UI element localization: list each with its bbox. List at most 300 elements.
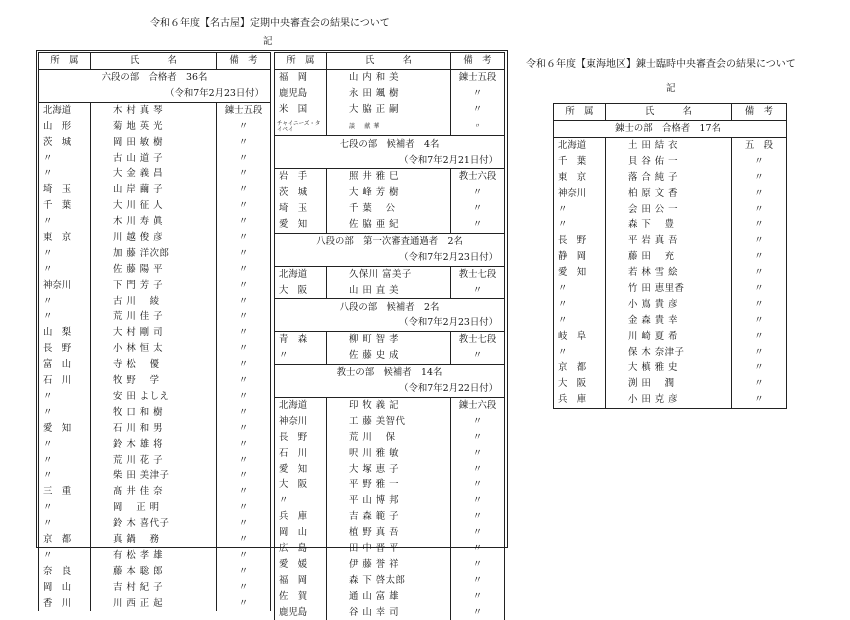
row-note: 〃 [217, 262, 271, 278]
row-affiliation: 〃 [554, 344, 606, 360]
row-name: 牧 口 和 樹 [91, 405, 217, 421]
section-date: （令和7年2月23日付） [39, 86, 271, 102]
row-note: 〃 [732, 201, 787, 217]
row-affiliation: 北海道 [275, 266, 327, 282]
row-affiliation: 埼 玉 [39, 182, 91, 198]
row-name: 永 田 颯 樹 [327, 86, 451, 102]
row-affiliation: 山 梨 [39, 325, 91, 341]
row-note: 〃 [217, 357, 271, 373]
row-note: 〃 [217, 182, 271, 198]
table-row [554, 154, 787, 170]
row-name: 佐 藤 陽 平 [91, 262, 217, 278]
row-name: 大 峰 芳 樹 [327, 185, 451, 201]
row-affiliation: 京 都 [554, 360, 606, 376]
row-note: 〃 [732, 154, 787, 170]
row-affiliation: 大 阪 [554, 376, 606, 392]
row-note: 〃 [451, 557, 505, 573]
section-title: 八段の部 候補者 2名 [275, 299, 505, 315]
row-affiliation: 長 野 [554, 233, 606, 249]
row-affiliation: 鹿児島 [275, 86, 327, 102]
row-note: 〃 [451, 102, 505, 118]
row-affiliation: 〃 [39, 516, 91, 532]
row-name: 牧 野 学 [91, 373, 217, 389]
row-affiliation: 奈 良 [39, 564, 91, 580]
table-row [39, 516, 271, 532]
row-note: 五 段 [732, 137, 787, 153]
row-note: 〃 [217, 452, 271, 468]
header-note: 備 考 [217, 53, 271, 70]
table-row [554, 344, 787, 360]
table-row [39, 468, 271, 484]
row-affiliation: 大 阪 [275, 477, 327, 493]
header-affiliation: 所 属 [554, 104, 606, 121]
row-name: 佐 藤 史 成 [327, 348, 451, 364]
row-name: 川 西 正 起 [91, 595, 217, 611]
row-name: 平 岩 真 吾 [606, 233, 732, 249]
table-row [39, 500, 271, 516]
row-note: 錬士五段 [217, 102, 271, 118]
table-row [275, 201, 505, 217]
table-row [554, 265, 787, 281]
table-row [39, 436, 271, 452]
row-note: 〃 [451, 217, 505, 233]
row-affiliation: 北海道 [275, 397, 327, 413]
row-name: 植 野 真 吾 [327, 525, 451, 541]
row-affiliation: 〃 [554, 217, 606, 233]
row-note: 〃 [732, 313, 787, 329]
tokai-ki: 記 [666, 83, 676, 94]
table-row [39, 150, 271, 166]
row-note: 〃 [451, 573, 505, 589]
row-affiliation: 〃 [275, 493, 327, 509]
row-name: 鈴 木 喜代子 [91, 516, 217, 532]
row-name: 千 葉 公 [327, 201, 451, 217]
row-note: 〃 [451, 588, 505, 604]
row-note: 〃 [451, 477, 505, 493]
row-note: 〃 [217, 119, 271, 135]
row-note: 〃 [217, 548, 271, 564]
row-name: 髙 井 佳 奈 [91, 484, 217, 500]
row-note: 〃 [732, 265, 787, 281]
row-name: 下 門 芳 子 [91, 277, 217, 293]
table-row [275, 604, 505, 620]
row-name: 古 川 綾 [91, 293, 217, 309]
row-name: 談 献 華 [327, 118, 451, 136]
row-name: 山 岸 繭 子 [91, 182, 217, 198]
row-name: 久保川 富美子 [327, 266, 451, 282]
table-row [275, 461, 505, 477]
row-note: 〃 [732, 297, 787, 313]
row-note: 〃 [217, 420, 271, 436]
table-row [39, 420, 271, 436]
table-row [39, 246, 271, 262]
row-note: 〃 [732, 281, 787, 297]
table-row [39, 277, 271, 293]
row-name: 荒 川 保 [327, 429, 451, 445]
table-row [554, 185, 787, 201]
row-name: 平 野 雅 一 [327, 477, 451, 493]
row-note: 〃 [217, 500, 271, 516]
row-note: 〃 [217, 436, 271, 452]
row-name: 荒 川 佳 子 [91, 309, 217, 325]
row-name: 工 藤 美智代 [327, 414, 451, 430]
row-affiliation: 〃 [39, 548, 91, 564]
row-note: 〃 [217, 325, 271, 341]
table-row [39, 548, 271, 564]
table-row [554, 249, 787, 265]
table-row [554, 201, 787, 217]
row-affiliation: 石 川 [39, 373, 91, 389]
table-row [275, 509, 505, 525]
table-row [39, 357, 271, 373]
row-name: 菊 地 英 光 [91, 119, 217, 135]
row-affiliation: 〃 [39, 309, 91, 325]
row-note: 〃 [732, 249, 787, 265]
table-row [554, 313, 787, 329]
row-note: 〃 [217, 516, 271, 532]
row-affiliation: 兵 庫 [554, 392, 606, 408]
row-note: 〃 [451, 348, 505, 364]
row-name: 森 下 啓太郎 [327, 573, 451, 589]
row-affiliation: 北海道 [554, 137, 606, 153]
row-note: 〃 [217, 230, 271, 246]
row-name: 照 井 雅 巳 [327, 169, 451, 185]
row-affiliation: 兵 庫 [275, 509, 327, 525]
row-name: 呎 川 雅 敏 [327, 445, 451, 461]
row-name: 有 松 孝 雄 [91, 548, 217, 564]
table-row [39, 595, 271, 611]
row-affiliation: 長 野 [39, 341, 91, 357]
row-affiliation: 愛 知 [554, 265, 606, 281]
table-row [39, 102, 271, 118]
row-affiliation: 〃 [39, 452, 91, 468]
row-affiliation: 〃 [39, 436, 91, 452]
row-name: 鈴 木 雄 将 [91, 436, 217, 452]
row-affiliation: 神奈川 [275, 414, 327, 430]
row-note: 〃 [451, 461, 505, 477]
row-note: 〃 [732, 344, 787, 360]
row-affiliation: 岡 山 [39, 579, 91, 595]
row-note: 〃 [217, 579, 271, 595]
table-row [39, 134, 271, 150]
row-note: 〃 [217, 214, 271, 230]
row-name: 吉 森 範 子 [327, 509, 451, 525]
row-note: 〃 [451, 604, 505, 620]
section-date: （令和7年2月23日付） [275, 315, 505, 331]
row-name: 小 林 恒 太 [91, 341, 217, 357]
row-name: 渕 田 潤 [606, 376, 732, 392]
row-name: 安 田 よしえ [91, 389, 217, 405]
row-name: 大 金 義 昌 [91, 166, 217, 182]
row-name: 平 山 博 邦 [327, 493, 451, 509]
table-row [554, 328, 787, 344]
row-affiliation: 岡 山 [275, 525, 327, 541]
row-affiliation: 〃 [39, 468, 91, 484]
row-name: 大 塚 恵 子 [327, 461, 451, 477]
row-affiliation: チャイニーズ・タイペイ [275, 118, 327, 136]
table-row [275, 266, 505, 282]
row-name: 若 林 雪 絵 [606, 265, 732, 281]
row-note: 錬士六段 [451, 397, 505, 413]
row-note: 〃 [217, 595, 271, 611]
table-row [39, 564, 271, 580]
row-affiliation: 〃 [39, 150, 91, 166]
row-affiliation: 〃 [39, 293, 91, 309]
row-note: 〃 [217, 373, 271, 389]
table-row [554, 392, 787, 408]
header-name: 氏 名 [606, 104, 732, 121]
table-row [275, 414, 505, 430]
row-name: 藤 本 聡 郎 [91, 564, 217, 580]
table-row [554, 297, 787, 313]
row-name: 柴 田 美津子 [91, 468, 217, 484]
row-note: 〃 [451, 185, 505, 201]
table-row [554, 137, 787, 153]
row-affiliation: 〃 [39, 500, 91, 516]
table-row [39, 405, 271, 421]
header-name: 氏 名 [327, 53, 451, 70]
table-row [554, 376, 787, 392]
table-row [39, 230, 271, 246]
row-note: 〃 [217, 564, 271, 580]
table-row [275, 445, 505, 461]
table-row [39, 579, 271, 595]
row-note: 〃 [451, 493, 505, 509]
section-title: 錬士の部 合格者 17名 [554, 120, 787, 137]
row-affiliation: 京 都 [39, 532, 91, 548]
row-name: 柏 原 文 香 [606, 185, 732, 201]
row-name: 加 藤 洋次郎 [91, 246, 217, 262]
row-note: 〃 [732, 376, 787, 392]
row-note: 〃 [732, 233, 787, 249]
row-affiliation: 愛 知 [39, 420, 91, 436]
table-row [275, 541, 505, 557]
row-affiliation: 鹿児島 [275, 604, 327, 620]
row-name: 落 合 純 子 [606, 170, 732, 186]
table-row [275, 118, 505, 136]
table-row [275, 557, 505, 573]
table-row [39, 341, 271, 357]
row-affiliation: 福 岡 [275, 573, 327, 589]
table-row [275, 169, 505, 185]
section-date: （令和7年2月21日付） [275, 152, 505, 168]
row-name: 荒 川 花 子 [91, 452, 217, 468]
row-note: 〃 [732, 217, 787, 233]
row-name: 谷 山 幸 司 [327, 604, 451, 620]
row-affiliation: 愛 知 [275, 461, 327, 477]
row-note: 教士六段 [451, 169, 505, 185]
row-name: 石 川 和 男 [91, 420, 217, 436]
row-note: 〃 [451, 86, 505, 102]
table-row [275, 69, 505, 85]
row-note: 〃 [451, 118, 505, 136]
row-affiliation: 〃 [554, 313, 606, 329]
table-row [39, 182, 271, 198]
row-affiliation: 千 葉 [554, 154, 606, 170]
row-name: 通 山 富 雄 [327, 588, 451, 604]
row-name: 真 鍋 務 [91, 532, 217, 548]
row-affiliation: 岩 手 [275, 169, 327, 185]
row-name: 大 村 剛 司 [91, 325, 217, 341]
row-affiliation: 神奈川 [39, 277, 91, 293]
row-name: 藤 田 充 [606, 249, 732, 265]
row-affiliation: 〃 [39, 262, 91, 278]
table-row [275, 397, 505, 413]
tokai-table [553, 103, 787, 409]
row-name: 木 村 真 琴 [91, 102, 217, 118]
row-note: 〃 [217, 246, 271, 262]
row-affiliation: 山 形 [39, 119, 91, 135]
table-row [554, 233, 787, 249]
row-affiliation: 富 山 [39, 357, 91, 373]
row-affiliation: 〃 [554, 297, 606, 313]
row-name: 木 川 寿 眞 [91, 214, 217, 230]
table-row [275, 86, 505, 102]
table-row [554, 170, 787, 186]
row-name: 小 嶌 貴 彦 [606, 297, 732, 313]
row-name: 柳 町 智 孝 [327, 332, 451, 348]
table-row [275, 525, 505, 541]
row-affiliation: 香 川 [39, 595, 91, 611]
header-note: 備 考 [451, 53, 505, 70]
header-name: 氏 名 [91, 53, 217, 70]
section-title: 八段の部 第一次審査通過者 2名 [275, 233, 505, 249]
row-affiliation: 〃 [275, 348, 327, 364]
table-row [275, 493, 505, 509]
row-name: 竹 田 恵里香 [606, 281, 732, 297]
row-note: 〃 [451, 414, 505, 430]
header-note: 備 考 [732, 104, 787, 121]
row-name: 金 森 貴 幸 [606, 313, 732, 329]
row-affiliation: 埼 玉 [275, 201, 327, 217]
table-row [275, 217, 505, 233]
row-note: 〃 [451, 429, 505, 445]
table-row [275, 282, 505, 298]
row-note: 錬士五段 [451, 69, 505, 85]
row-affiliation: 東 京 [554, 170, 606, 186]
table-row [554, 360, 787, 376]
row-note: 〃 [217, 293, 271, 309]
row-name: 大 脇 正 嗣 [327, 102, 451, 118]
row-affiliation: 〃 [39, 389, 91, 405]
row-affiliation: 佐 賀 [275, 588, 327, 604]
row-affiliation: 神奈川 [554, 185, 606, 201]
row-name: 印 牧 義 記 [327, 397, 451, 413]
row-affiliation: 青 森 [275, 332, 327, 348]
row-note: 〃 [217, 309, 271, 325]
table-row [39, 262, 271, 278]
table-row [275, 348, 505, 364]
table-row [275, 102, 505, 118]
row-name: 寺 松 優 [91, 357, 217, 373]
tokai-title: 令和６年度【東海地区】錬士臨時中央審査会の結果について [526, 59, 796, 70]
table-row [39, 532, 271, 548]
row-note: 〃 [451, 445, 505, 461]
table-row [275, 332, 505, 348]
row-name: 大 川 征 人 [91, 198, 217, 214]
header-affiliation: 所 属 [39, 53, 91, 70]
section-title: 教士の部 候補者 14名 [275, 364, 505, 380]
row-note: 教士七段 [451, 332, 505, 348]
row-name: 川 越 俊 彦 [91, 230, 217, 246]
table-row [554, 281, 787, 297]
row-affiliation: 長 野 [275, 429, 327, 445]
row-affiliation: 大 阪 [275, 282, 327, 298]
row-name: 川 崎 夏 希 [606, 328, 732, 344]
row-affiliation: 茨 城 [39, 134, 91, 150]
row-affiliation: 東 京 [39, 230, 91, 246]
table-row [39, 214, 271, 230]
row-note: 〃 [451, 509, 505, 525]
row-name: 山 田 直 美 [327, 282, 451, 298]
row-name: 会 田 公 一 [606, 201, 732, 217]
row-note: 〃 [451, 541, 505, 557]
section-date: （令和7年2月22日付） [275, 381, 505, 397]
row-note: 〃 [217, 405, 271, 421]
row-affiliation: 石 川 [275, 445, 327, 461]
table-row [39, 452, 271, 468]
row-affiliation: 米 国 [275, 102, 327, 118]
row-note: 〃 [732, 185, 787, 201]
row-affiliation: 〃 [554, 281, 606, 297]
table-row [39, 373, 271, 389]
row-affiliation: 〃 [39, 214, 91, 230]
row-name: 小 田 克 彦 [606, 392, 732, 408]
row-name: 貝 谷 佑 一 [606, 154, 732, 170]
table-row [275, 429, 505, 445]
row-note: 〃 [451, 525, 505, 541]
row-note: 〃 [732, 328, 787, 344]
table-row [39, 198, 271, 214]
row-affiliation: 広 島 [275, 541, 327, 557]
table-row [39, 484, 271, 500]
row-name: 森 下 豊 [606, 217, 732, 233]
row-affiliation: 〃 [39, 405, 91, 421]
row-affiliation: 愛 知 [275, 217, 327, 233]
row-note: 〃 [451, 282, 505, 298]
nagoya-right-table [274, 52, 505, 620]
row-note: 〃 [732, 170, 787, 186]
row-note: 〃 [451, 201, 505, 217]
section-title: 六段の部 合格者 36名 [39, 69, 271, 85]
nagoya-ki: 記 [263, 36, 273, 47]
row-name: 岡 田 敏 樹 [91, 134, 217, 150]
table-row [275, 573, 505, 589]
row-note: 〃 [732, 360, 787, 376]
row-note: 〃 [217, 484, 271, 500]
section-title: 七段の部 候補者 4名 [275, 136, 505, 152]
row-note: 〃 [217, 198, 271, 214]
row-name: 保 木 奈津子 [606, 344, 732, 360]
row-affiliation: 茨 城 [275, 185, 327, 201]
row-note: 〃 [217, 341, 271, 357]
row-note: 〃 [732, 392, 787, 408]
row-note: 〃 [217, 389, 271, 405]
table-row [275, 185, 505, 201]
row-note: 〃 [217, 166, 271, 182]
row-name: 佐 脇 亜 紀 [327, 217, 451, 233]
row-name: 吉 村 紀 子 [91, 579, 217, 595]
nagoya-title: 令和６年度【名古屋】定期中央審査会の結果について [150, 18, 390, 29]
table-row [554, 217, 787, 233]
row-affiliation: 愛 媛 [275, 557, 327, 573]
row-name: 山 内 和 美 [327, 69, 451, 85]
table-row [39, 309, 271, 325]
row-name: 伊 藤 誉 祥 [327, 557, 451, 573]
row-note: 〃 [217, 468, 271, 484]
row-name: 岡 正 明 [91, 500, 217, 516]
row-affiliation: 岐 阜 [554, 328, 606, 344]
